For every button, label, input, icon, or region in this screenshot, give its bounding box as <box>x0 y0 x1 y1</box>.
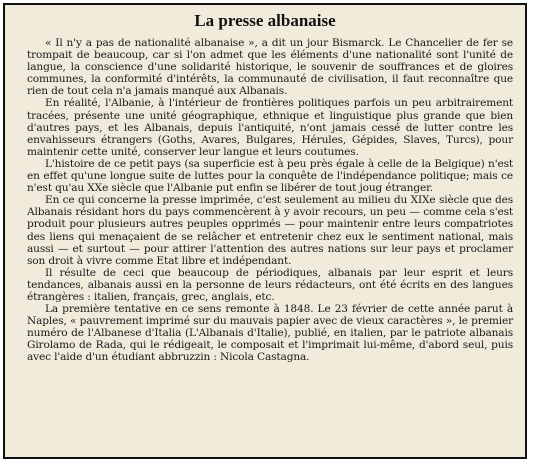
document-frame <box>3 3 527 459</box>
page-title: La presse albanaise <box>194 11 336 30</box>
paragraph: L'histoire de ce petit pays (sa superficie est à peu près égale à celle de la Belgique) n'est en effet qu'une longue suite de luttes pour la conquête de l'indépendance politique; mais ce n'est qu'au XXe siècle que l'Albanie put enfin se libérer de tout joug étranger. <box>27 157 513 195</box>
paragraph: La première tentative en ce sens remonte à 1848. Le 23 février de cette année parut à Naples, « pauvrement imprimé sur du mauvais papier avec de vieux caractères », le premier numéro de l'Albanese d'Italia (L'Albanais d'Italie), publié, en italien, par le patriote albanais Girolamo de Rada, qui le rédigeait, le composait et l'imprimait lui-même, d'abord seul, puis avec l'aide d'un étudiant abbruzzin : Nicola Castagna. <box>27 303 513 364</box>
article-body <box>5 37 525 364</box>
paragraph: Il résulte de ceci que beaucoup de périodiques, albanais par leur esprit et leurs tendances, albanais aussi en la personne de leurs rédacteurs, ont été écrits en des langues étrangères : italien, français, grec, anglais, etc. <box>27 266 513 303</box>
paragraph: « Il n'y a pas de nationalité albanaise », a dit un jour Bismarck. Le Chancelier de fer se trompait de beaucoup, car si l'on admet que les éléments d'une nationalité sont l'unité de langue, la conscience d'une solidarité historique, le souvenir de souffrances et de gloires communes, la conformité d'intérêts, la communauté de civilisation, il faut reconnaître que rien de tout cela n'a jamais manqué aux Albanais. <box>27 37 513 98</box>
paragraph: En ce qui concerne la presse imprimée, c'est seulement au milieu du XIXe siècle que des Albanais résidant hors du pays commencèrent à y avoir recours, un peu — comme cela s'est produit pour plusieurs autres peuples opprimés — pour maintenir entre leurs compatriotes des liens qui menaçaient de se relâcher et entretenir chez eux le sentiment national, mais aussi — et surtout — pour attirer l'attention des autres nations sur leur pays et proclamer son droit à vivre comme Etat libre et indépendant. <box>27 194 513 267</box>
paragraph: En réalité, l'Albanie, à l'intérieur de frontières politiques parfois un peu arbitrairement tracées, présente une unité géographique, ethnique et linguistique plus grande que bien d'autres pays, et les Albanais, depuis l'antiquité, n'ont jamais cessé de lutter contre les envahisseurs étrangers (Goths, Avares, Bulgares, Hérules, Gépides, Slaves, Turcs), pour maintenir cette unité, conserver leur langue et leurs coutumes. <box>27 97 513 158</box>
